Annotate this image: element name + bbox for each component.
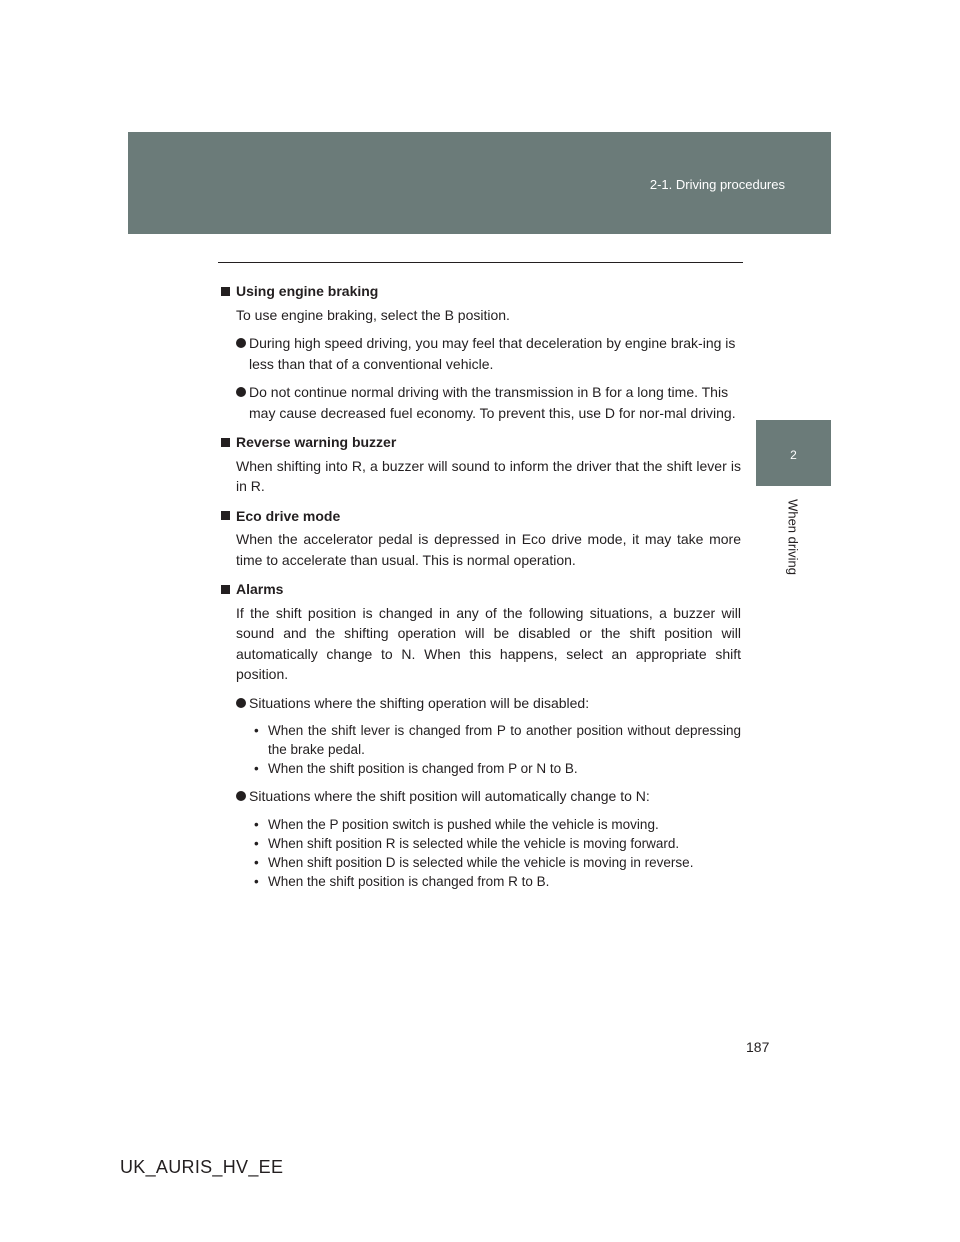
round-bullet-icon: [236, 791, 246, 801]
section-heading-text: Using engine braking: [236, 283, 379, 299]
sub-list: [254, 815, 741, 891]
round-bullet-icon: [236, 338, 246, 348]
section-paragraph: If the shift position is changed in any of the following situations, a buzzer will sound and the shifting operation will be disabled or the shift position will automatically change to N. When this happens, select an appropriate shift position.: [236, 604, 741, 682]
small-bullet-icon: •: [254, 835, 259, 851]
section-paragraph: To use engine braking, select the B position.: [236, 306, 510, 323]
list-item: [236, 333, 741, 374]
list-item: [236, 786, 741, 807]
section-heading-text: Reverse warning buzzer: [236, 434, 397, 450]
sub-list-item-text: When the P position switch is pushed while the vehicle is moving.: [268, 816, 659, 832]
square-bullet-icon: [221, 438, 230, 447]
sub-list-item: [254, 759, 741, 778]
page-content: [221, 281, 741, 891]
section-heading: [221, 506, 741, 527]
chapter-title: When driving: [785, 499, 801, 575]
section-heading: [221, 281, 741, 302]
section-title: 2-1. Driving procedures: [649, 177, 785, 192]
list-item-text: During high speed driving, you may feel that deceleration by engine brak-ing is less than that of a conventional vehicle.: [249, 335, 736, 372]
header-band: [128, 132, 831, 234]
chapter-number: 2: [790, 448, 797, 462]
page-number: 187: [746, 1039, 770, 1055]
square-bullet-icon: [221, 511, 230, 520]
small-bullet-icon: •: [254, 854, 259, 870]
sub-list-item-text: When the shift position is changed from R to B.: [268, 873, 550, 889]
small-bullet-icon: •: [254, 873, 259, 889]
small-bullet-icon: •: [254, 816, 259, 832]
sub-list-item-text: When shift position D is selected while the vehicle is moving in reverse.: [268, 854, 694, 870]
section-heading-text: Alarms: [236, 581, 284, 597]
section-paragraph: When shifting into R, a buzzer will sound to inform the driver that the shift lever is in R.: [236, 457, 741, 494]
small-bullet-icon: •: [254, 761, 259, 776]
sub-list-item-text: When the shift lever is changed from P to another position without depressing the brake pedal.: [268, 723, 741, 757]
round-bullet-icon: [236, 698, 246, 708]
sub-list-item-text: When the shift position is changed from P or N to B.: [268, 761, 578, 776]
square-bullet-icon: [221, 287, 230, 296]
sub-list-item-text: When shift position R is selected while the vehicle is moving forward.: [268, 835, 680, 851]
sub-list-item: [254, 721, 741, 759]
document-code: UK_AURIS_HV_EE: [120, 1157, 284, 1177]
header-divider: [218, 262, 743, 263]
sub-list-item: [254, 834, 741, 853]
section-paragraph: When the accelerator pedal is depressed in Eco drive mode, it may take more time to accelerate than usual. This is normal operation.: [236, 531, 741, 568]
list-item-text: Situations where the shifting operation will be disabled:: [249, 694, 590, 711]
list-item-text: Do not continue normal driving with the transmission in B for a long time. This may cause decreased fuel economy. To prevent this, use D for nor-mal driving.: [249, 384, 736, 421]
list-item-text: Situations where the shift position will automatically change to N:: [249, 788, 650, 804]
section-heading: [221, 579, 741, 600]
sub-list-item: [254, 853, 741, 872]
list-item: [236, 693, 741, 714]
section-heading-text: Eco drive mode: [236, 507, 341, 524]
list-item: [236, 382, 741, 423]
sub-list-item: [254, 815, 741, 834]
section-heading: [221, 432, 741, 453]
small-bullet-icon: •: [254, 723, 259, 738]
chapter-tab: [756, 420, 831, 486]
sub-list-item: [254, 872, 741, 891]
sub-list: [254, 721, 741, 778]
round-bullet-icon: [236, 387, 246, 397]
square-bullet-icon: [221, 585, 230, 594]
